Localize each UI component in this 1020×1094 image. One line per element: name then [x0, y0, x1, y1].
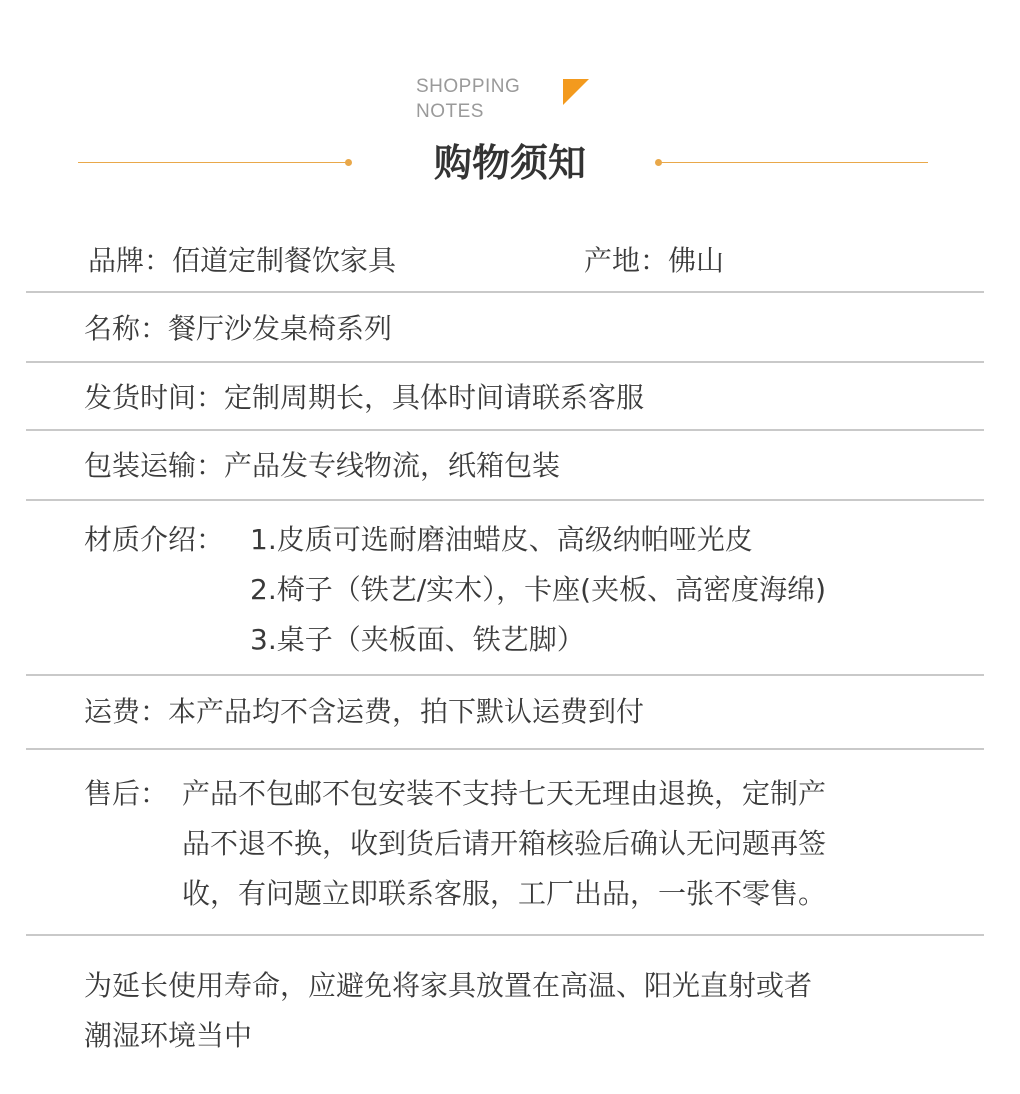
- english-heading-line1: SHOPPING: [416, 76, 521, 97]
- divider: [26, 361, 984, 363]
- left-decorative-dot: [345, 159, 352, 166]
- divider: [26, 934, 984, 936]
- english-heading: [416, 74, 520, 124]
- shipping-time-text: 发货时间：定制周期长，具体时间请联系客服: [84, 381, 645, 414]
- divider: [26, 499, 984, 501]
- page-title: 购物须知: [433, 141, 586, 185]
- materials-label: 材质介绍：: [84, 523, 225, 556]
- care-note-line-2: 潮湿环境当中: [84, 1019, 253, 1052]
- packaging-text: 包装运输：产品发专线物流，纸箱包装: [84, 449, 561, 482]
- after-sales-line-3: 收，有问题立即联系客服，工厂出品，一张不零售。: [182, 877, 827, 910]
- header: [0, 0, 1020, 200]
- origin-text: 产地：佛山: [584, 244, 725, 277]
- materials-item-1: 1.皮质可选耐磨油蜡皮、高级纳帕哑光皮: [250, 523, 753, 556]
- care-note-line-1: 为延长使用寿命，应避免将家具放置在高温、阳光直射或者: [84, 969, 813, 1002]
- after-sales-label: 售后：: [84, 777, 169, 810]
- after-sales-line-1: 产品不包邮不包安装不支持七天无理由退换，定制产: [182, 777, 827, 810]
- right-decorative-line: [660, 162, 928, 163]
- english-heading-line2: NOTES: [416, 101, 484, 122]
- materials-item-3: 3.桌子（夹板面、铁艺脚）: [250, 623, 585, 656]
- materials-item-2: 2.椅子（铁艺/实木），卡座(夹板、高密度海绵): [250, 573, 826, 606]
- divider: [26, 674, 984, 676]
- after-sales-line-2: 品不退不换，收到货后请开箱核验后确认无问题再签: [182, 827, 827, 860]
- divider: [26, 429, 984, 431]
- divider: [26, 748, 984, 750]
- left-decorative-line: [78, 162, 348, 163]
- brand-text: 品牌：佰道定制餐饮家具: [88, 244, 397, 277]
- freight-text: 运费：本产品均不含运费，拍下默认运费到付: [84, 695, 645, 728]
- divider: [26, 291, 984, 293]
- name-text: 名称：餐厅沙发桌椅系列: [84, 312, 393, 345]
- orange-corner-triangle-icon: [563, 79, 589, 105]
